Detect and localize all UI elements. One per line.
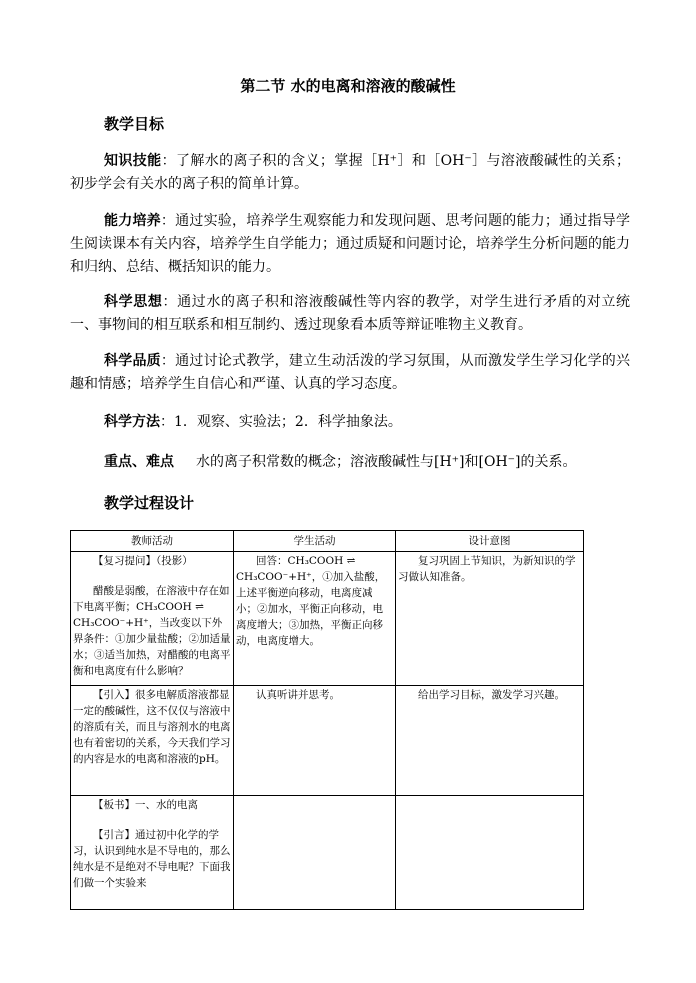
- intent-cell: [396, 686, 584, 796]
- student-text: 认真听讲并思考。: [256, 689, 340, 701]
- quality-text: 通过讨论式教学，建立生动活泼的学习氛围，从而激发学生学习化学的兴趣和情感；培养学生自信心和严谨、认真的学习态度。: [70, 353, 631, 392]
- student-text: 回答：CH₃COOH ⇌ CH₃COO⁻+H⁺，①加入盐酸，上述平衡逆向移动，电离度减小；②加水，平衡正向移动，电离度增大；③加热，平衡正向移动，电离度增大。: [236, 555, 386, 647]
- thought-text: 通过水的离子积和溶液酸碱性等内容的教学，对学生进行矛盾的对立统一、事物间的相互联系和相互制约、透过现象看本质等辩证唯物主义教育。: [70, 294, 631, 333]
- ability-paragraph: [70, 210, 630, 279]
- quality-paragraph: [70, 350, 630, 396]
- intent-text: 给出学习目标，激发学习兴趣。: [418, 689, 565, 701]
- table-row: [71, 686, 584, 796]
- thought-paragraph: [70, 291, 630, 337]
- quality-sep: ：: [160, 353, 176, 369]
- header-teacher: 教师活动: [71, 531, 234, 552]
- teaching-goals-heading: 教学目标: [104, 115, 165, 133]
- ability-text: 通过实验，培养学生观察能力和发现问题、思考问题的能力；通过指导学生阅读课本有关内容，培养学生自学能力；通过质疑和问题讨论，培养学生分析问题的能力和归纳、总结、概括知识的能力。: [70, 213, 631, 275]
- method-text: 1．观察、实验法；2．科学抽象法。: [174, 414, 402, 430]
- knowledge-text: 了解水的离子积的含义；掌握［H⁺］和［OH⁻］与溶液酸碱性的关系；初步学会有关水的离子积的简单计算。: [70, 153, 631, 192]
- table-row: [71, 796, 584, 910]
- knowledge-paragraph: [70, 150, 630, 196]
- method-sep: ：: [160, 414, 174, 430]
- intent-text: 复习巩固上节知识，为新知识的学习做认知准备。: [398, 555, 576, 583]
- knowledge-sep: ：: [161, 153, 176, 169]
- intent-cell: [396, 796, 584, 910]
- teacher-line: 【引入】很多电解质溶液都显一定的酸碱性，这不仅仅与溶液中的溶质有关，而且与溶剂水的电离也有着密切的关系，今天我们学习的内容是水的电离和溶液的pH。: [73, 689, 231, 765]
- quality-label: 科学品质: [104, 353, 161, 369]
- thought-sep: ：: [162, 294, 178, 310]
- header-intent: 设计意图: [396, 531, 584, 552]
- teacher-line: 【板书】一、水的电离: [93, 799, 198, 811]
- teacher-cell: [71, 796, 234, 910]
- ability-label: 能力培养: [104, 213, 161, 229]
- teacher-cell: [71, 552, 234, 686]
- ability-sep: ：: [160, 213, 176, 229]
- intent-cell: [396, 552, 584, 686]
- key-paragraph: [70, 451, 630, 474]
- header-student: 学生活动: [234, 531, 396, 552]
- method-paragraph: [70, 411, 630, 434]
- table-header-row: [71, 531, 584, 552]
- table-row: [71, 552, 584, 686]
- knowledge-label: 知识技能: [104, 153, 162, 169]
- student-cell: [234, 552, 396, 686]
- process-heading: 教学过程设计: [104, 494, 195, 512]
- student-cell: [234, 796, 396, 910]
- student-cell: [234, 686, 396, 796]
- process-table: [70, 530, 584, 910]
- teacher-cell: [71, 686, 234, 796]
- key-label: 重点、难点: [104, 454, 174, 470]
- teacher-line: 醋酸是弱酸，在溶液中存在如下电离平衡；CH₃COOH ⇌ CH₃COO⁻+H⁺，当改变以下外界条件：①加少量盐酸；②加适量水；③适当加热，对醋酸的电离平衡和电离度有什么影响？: [73, 585, 231, 677]
- page-title: 第二节 水的电离和溶液的酸碱性: [240, 77, 456, 95]
- teacher-line: 【复习提问】（投影）: [93, 555, 193, 567]
- method-label: 科学方法: [104, 414, 160, 430]
- thought-label: 科学思想: [104, 294, 163, 310]
- teacher-line: 【引言】通过初中化学的学习，认识到纯水是不导电的，那么纯水是不是绝对不导电呢？下面我们做一个实验来: [73, 829, 231, 889]
- key-text: 水的离子积常数的概念；溶液酸碱性与[H⁺]和[OH⁻]的关系。: [196, 454, 577, 470]
